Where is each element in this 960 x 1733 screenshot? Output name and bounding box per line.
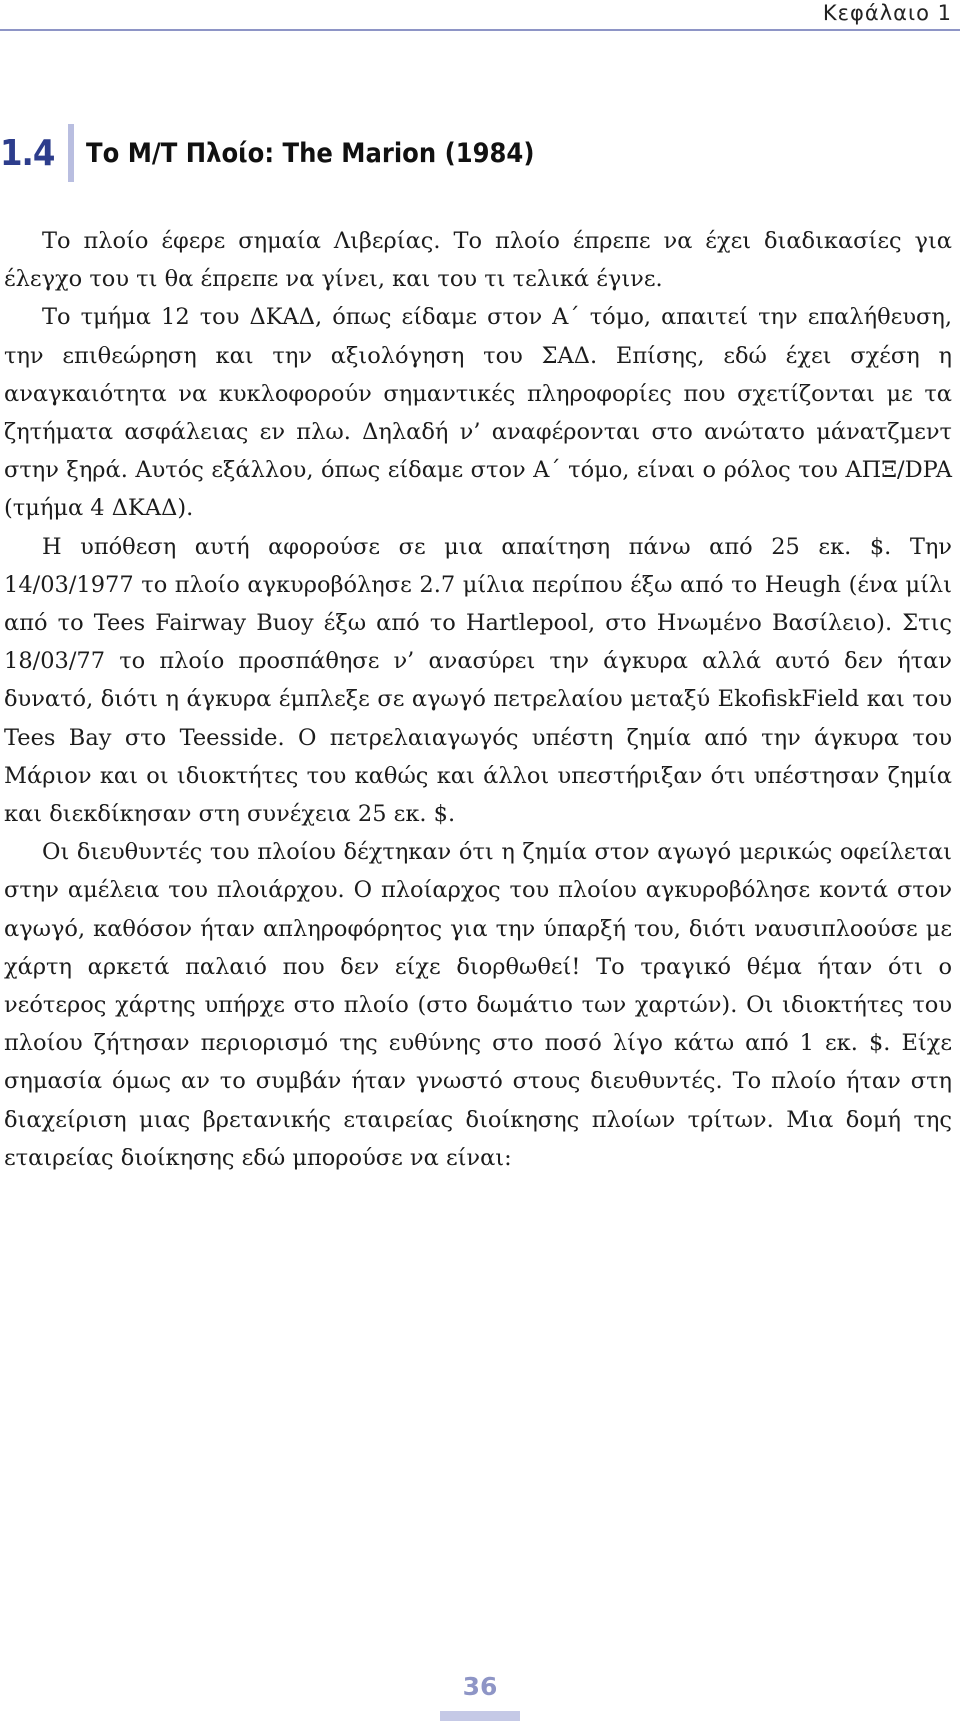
paragraph: Η υπόθεση αυτή αφορούσε σε μια απαίτηση πάνω από 25 εκ. $. Την 14/03/1977 το πλοίο αγκυροβόλησε 2.7 μίλια περίπου έξω από το Heugh (ένα μίλι από το Tees Fairway Buoy έξω από το Hartlepool, στο Ηνωμένο Βασίλειο). Στις 18/03/77 το πλοίο προσπάθησε ν’ ανασύρει την άγκυρα αλλά αυτό δεν ήταν δυνατό, διότι η άγκυρα έμπλεξε σε αγωγό πετρελαίου μεταξύ EkofiskField και του Tees Bay στο Teesside. Ο πετρελαιαγωγός υπέστη ζημία από την άγκυρα του Μάριον και οι ιδιοκτήτες του καθώς και άλλοι υπεστήριξαν ότι υπέστησαν ζημία και διεκδίκησαν στη συνέχεια 25 εκ. $.: [4, 533, 952, 828]
section-title: Το Μ/Τ Πλοίο: The Marion (1984): [86, 137, 535, 169]
paragraph: Το τμήμα 12 του ΔΚΑΔ, όπως είδαμε στον Α΄ τόμο, απαιτεί την επαλήθευση, την επιθεώρηση και την αξιολόγηση του ΣΑΔ. Επίσης, εδώ έχει σχέση η αναγκαιότητα να κυκλοφορούν σημαντικές πληροφορίες που σχετίζονται με τα ζητήματα ασφάλειας εν πλω. Δηλαδή ν’ αναφέρονται στο ανώτατο μάνατζμεντ στην ξηρά. Αυτός εξάλλου, όπως είδαμε στον Α΄ τόμο, είναι ο ρόλος του ΑΠΞ/DPA (τμήμα 4 ΔΚΑΔ).: [4, 304, 952, 522]
header-rule: [0, 29, 960, 31]
page-number-bar: [440, 1711, 520, 1721]
body-text: [4, 222, 952, 1177]
running-header-title: Κεφάλαιο 1: [822, 1, 952, 25]
section-divider-bar: [68, 124, 74, 182]
paragraph: Οι διευθυντές του πλοίου δέχτηκαν ότι η ζημία στον αγωγό μερικώς οφείλεται στην αμέλεια του πλοιάρχου. Ο πλοίαρχος του πλοίου αγκυροβόλησε κοντά στον αγωγό, καθόσον ήταν απληροφόρητος για την ύπαρξή του, διότι ναυσιπλοούσε με χάρτη αρκετά παλαιό που δεν είχε διορθωθεί! Το τραγικό θέμα ήταν ότι ο νεότερος χάρτης υπήρχε στο πλοίο (στο δωμάτιο των χαρτών). Οι ιδιοκτήτες του πλοίου ζήτησαν περιορισμό της ευθύνης στο ποσό λίγο κάτω από 1 εκ. $. Είχε σημασία όμως αν το συμβάν ήταν γνωστό στους διευθυντές. Το πλοίο ήταν στη διαχείριση μιας βρετανικής εταιρείας διοίκησης πλοίων τρίτων. Μια δομή της εταιρείας διοίκησης εδώ μπορούσε να είναι:: [4, 839, 952, 1171]
page-number: 36: [462, 1672, 498, 1701]
paragraph: Το πλοίο έφερε σημαία Λιβερίας. Το πλοίο έπρεπε να έχει διαδικασίες για έλεγχο του τι θα έπρεπε να γίνει, και του τι τελικά έγινε.: [4, 228, 952, 293]
section-number: 1.4: [0, 132, 55, 174]
section-heading: [0, 124, 534, 182]
